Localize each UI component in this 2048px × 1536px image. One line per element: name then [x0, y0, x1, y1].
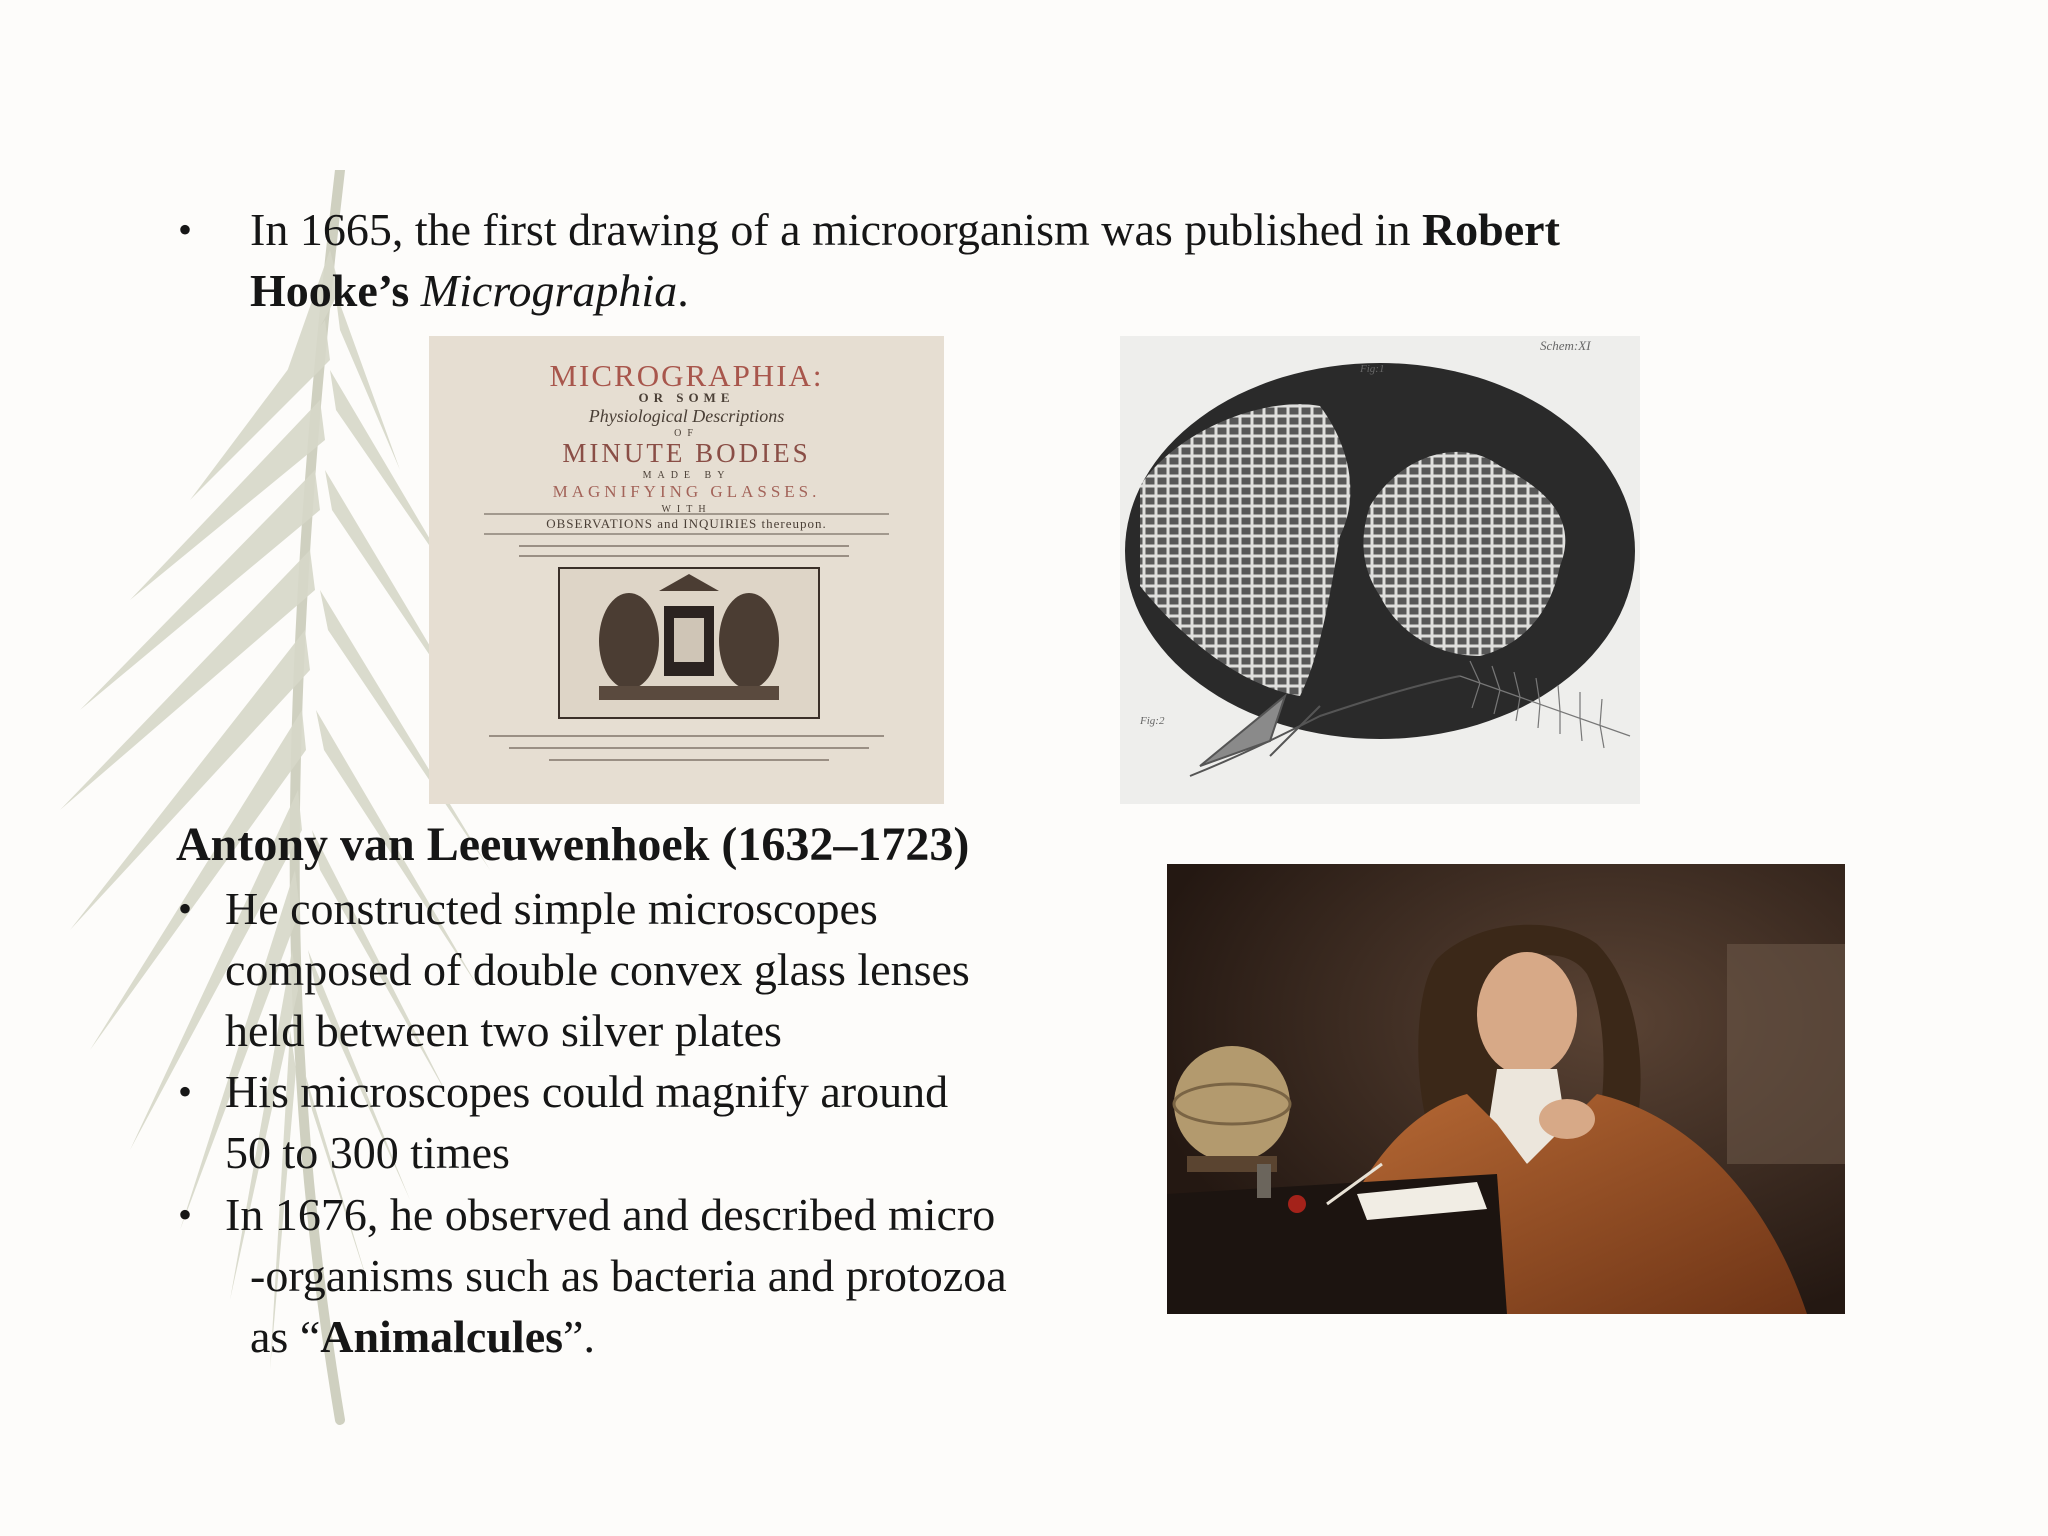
bullet-marker: •: [178, 1069, 193, 1114]
bullet-marker: •: [178, 207, 193, 252]
bullet-1-line-3: held between two silver plates: [225, 1005, 782, 1056]
fig-1-label: Fig:1: [1360, 363, 1385, 375]
title-page-line: Physiological Descriptions: [588, 406, 785, 426]
micrographia-title-page-image: [429, 336, 944, 804]
intro-text: In 1665, the first drawing of a microorganism was published in: [250, 204, 1422, 255]
intro-line-1: [250, 199, 1560, 260]
title-page-line: OBSERVATIONS and INQUIRIES thereupon.: [546, 516, 827, 531]
animalcules-pre: as “: [250, 1311, 321, 1362]
title-page-title: MICROGRAPHIA:: [549, 358, 824, 393]
plate-label: Schem:XI: [1540, 338, 1591, 353]
author-last-name: Hooke’s: [250, 265, 410, 316]
cork-cells-plate-image: [1120, 336, 1640, 804]
title-page-line: MADE BY: [642, 470, 731, 481]
title-page-line: OR SOME: [638, 390, 735, 405]
fig-2-label: Fig:2: [1140, 715, 1165, 727]
intro-line-2: [250, 260, 689, 321]
title-page-line: WITH: [661, 504, 712, 515]
animalcules-post: ”.: [563, 1311, 595, 1362]
bullet-2-line-1: His microscopes could magnify around: [225, 1066, 949, 1117]
title-page-line: MINUTE BODIES: [562, 438, 811, 468]
bullet-3-line-3: [250, 1306, 595, 1367]
bullet-1-line-2: composed of double convex glass lenses: [225, 944, 970, 995]
bullet-2-line-2: 50 to 300 times: [225, 1127, 510, 1178]
title-page-line: OF: [674, 428, 699, 439]
bullet-marker: •: [178, 886, 193, 931]
bullet-marker: •: [178, 1192, 193, 1237]
bullet-3-line-1: In 1676, he observed and described micro: [225, 1189, 996, 1240]
bullet-3-line-2: -organisms such as bacteria and protozoa: [250, 1250, 1007, 1301]
leeuwenhoek-heading: Antony van Leeuwenhoek (1632–1723): [176, 818, 970, 871]
author-first-name: Robert: [1421, 204, 1560, 255]
intro-end: .: [677, 265, 689, 316]
title-page-line: MAGNIFYING GLASSES.: [552, 482, 821, 501]
leeuwenhoek-portrait-image: [1167, 864, 1845, 1314]
book-title: Micrographia: [420, 265, 678, 316]
bullet-1-line-1: He constructed simple microscopes: [225, 883, 878, 934]
animalcules-term: Animalcules: [320, 1311, 564, 1362]
